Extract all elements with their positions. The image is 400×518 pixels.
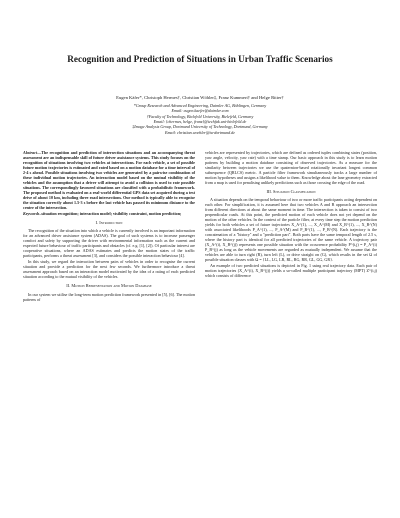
motion-paragraph-1: In our system we utilise the long-term motion prediction framework presented in [5], [6]. The motion patterns of [23,291,195,302]
section-heading-motion: II. Motion Representation and Motion Database [66,283,152,289]
affiliation-1-email: Email: eugen.kaefer@daimler.com [171,108,229,114]
section-heading-introduction: I. Introduction [95,219,123,225]
affiliation-2: †Faculty of Technology, Bielefeld University, Bielefeld, Germany [146,113,254,119]
abstract [23,150,195,210]
left-column [23,150,195,303]
keywords-label: Keywords [23,211,40,216]
affiliation-2-email: Email: {chermes, helge, franz}@techfak.uni-bielefeld.de [153,118,247,124]
situation-paragraph-2: An example of two predicted situations is depicted in Fig. 1 using real trajectory data. Each pair of motion trajectories (X_A^(i), X_B^(j)) yields a so-called multiple participant trajectory (MPT) Z^(i,j) which consists of difference [205,263,377,279]
affiliations [14,103,386,135]
abstract-text: —The recognition and prediction of intersection situations and an accompanying threat assessment are an indispensable skill of future driver assistance systems. This study focuses on the recognition of situations involving two vehicles at intersections. For each vehicle, a set of possible future motion trajectories is estimated and rated based on a motion database for a time interval of 2-4 s ahead. Possible situations involving two vehicles are generated by a pairwise combination of these individual motion trajectories. An interaction model based on the mutual visibility of the vehicles and the assumption that a driver will attempt to avoid a collision is used to rate possible situations. The correspondingly favoured situations are classified with a probabilistic framework. The proposed method is evaluated on a real-world differential GPS data set acquired during a test drive of about 10 km, including three road intersections. Our method is typically able to recognise the situation correctly about 1.5-3 s before the last vehicle has passed its minimum distance to the centre of the intersection. [23,150,195,210]
affiliation-3-email: Email: christian.woehler@tu-dortmund.de [164,129,236,135]
author-list: Eugen Käfer*, Christoph Hermes†, Christian Wöhler‡, Franz Kummert† and Helge Ritter† [116,95,284,100]
intro-paragraph-2: In this study, we regard the interaction between pairs of vehicles in order to recognise the current situation and provide a prediction for the next few seconds. We furthermore introduce a threat assessment approach based on an interaction model motivated by the idea of a rating of each predicted situation according to the mutual visibility of the vehicles. [23,259,195,280]
situation-paragraph-1: A situation depends on the temporal behaviour of two or more traffic participants acting dependent on each other. For simplification, it is assumed here that two vehicles A and B approach an intersection from different directions at about the same moment in time. The intersection is taken to consist of two perpendicular roads. At this point, the predicted motion of each vehicle does not yet depend on the motion of the other vehicles. In the context of the particle filter, at every time step the motion prediction yields for both vehicles a set of future trajectories X_A^(1), ..., X_A^(M) and X_B^(1), ..., X_B^(N) with associated likelihoods P_A^(1), ..., P_A^(M) and P_B^(1), ..., P_B^(N). Each trajectory is the concatenation of a "history" and a "prediction part". Both parts have the same temporal length of 2.5 s, where the history part is identical for all predicted trajectories of the same vehicle. A trajectory pair (X_A^(i), X_B^(j)) represents one possible situation with the occurrence probability P^(i,j) = P_A^(i) P_B^(j) as long as the vehicle movements are regarded as mutually independent. We assume that the vehicles are able to turn right (R), turn left (L), or drive straight on (G), which results in the set Ω of possible situation classes with Ω = {LL, LG, LR, RL, RG, RR, GL, GG, GR}. [205,197,377,263]
paper-title: Recognition and Prediction of Situations in Urban Traffic Scenarios [67,54,333,64]
keywords-text: –situation recognition; interaction model; visibility constraint, motion prediction; [39,211,182,216]
right-column [205,150,377,279]
affiliation-3: ‡Image Analysis Group, Dortmund University of Technology, Dortmund, Germany [132,124,268,130]
abstract-label: Abstract [23,150,38,155]
keywords [23,211,195,216]
affiliation-1: *Group Research and Advanced Engineering, Daimler AG, Böblingen, Germany [133,103,267,108]
intro-paragraph-1: The recognition of the situation into which a vehicle is currently involved is an important information for an advanced driver assistance system (ADAS). The goal of such systems is to increase passenger comfort and safety by supporting the driver with environmental information such as the current and expected future behaviour of traffic participants and obstacles (cf. e.g. [1], [2]). Of particular interest are cooperative situations, where an ADAS estimates and predicts the motion states of the traffic participants, performs a threat assessment [3], and considers the possible interaction behaviour [4]. [23,228,195,259]
motion-paragraph-continued: vehicles are represented by trajectories, which are defined as ordered tuples combining states (position, yaw angle, velocity, yaw rate) with a time stamp. Our basic approach in this study is to learn motion patterns by building a motion database consisting of observed trajectories. As a measure for the similarity between trajectories we use the quaternion-based rotationally invariant longest common subsequence (QRLCS) metric. A particle filter framework simultaneously tracks a large number of motion hypotheses and assigns a likelihood value to them. Knowledge about the lane geometry extracted from a map is used for penalising unlikely predictions such as those crossing the edge of the road. [205,150,377,185]
section-heading-situation: III. Situation Classification [266,188,316,194]
